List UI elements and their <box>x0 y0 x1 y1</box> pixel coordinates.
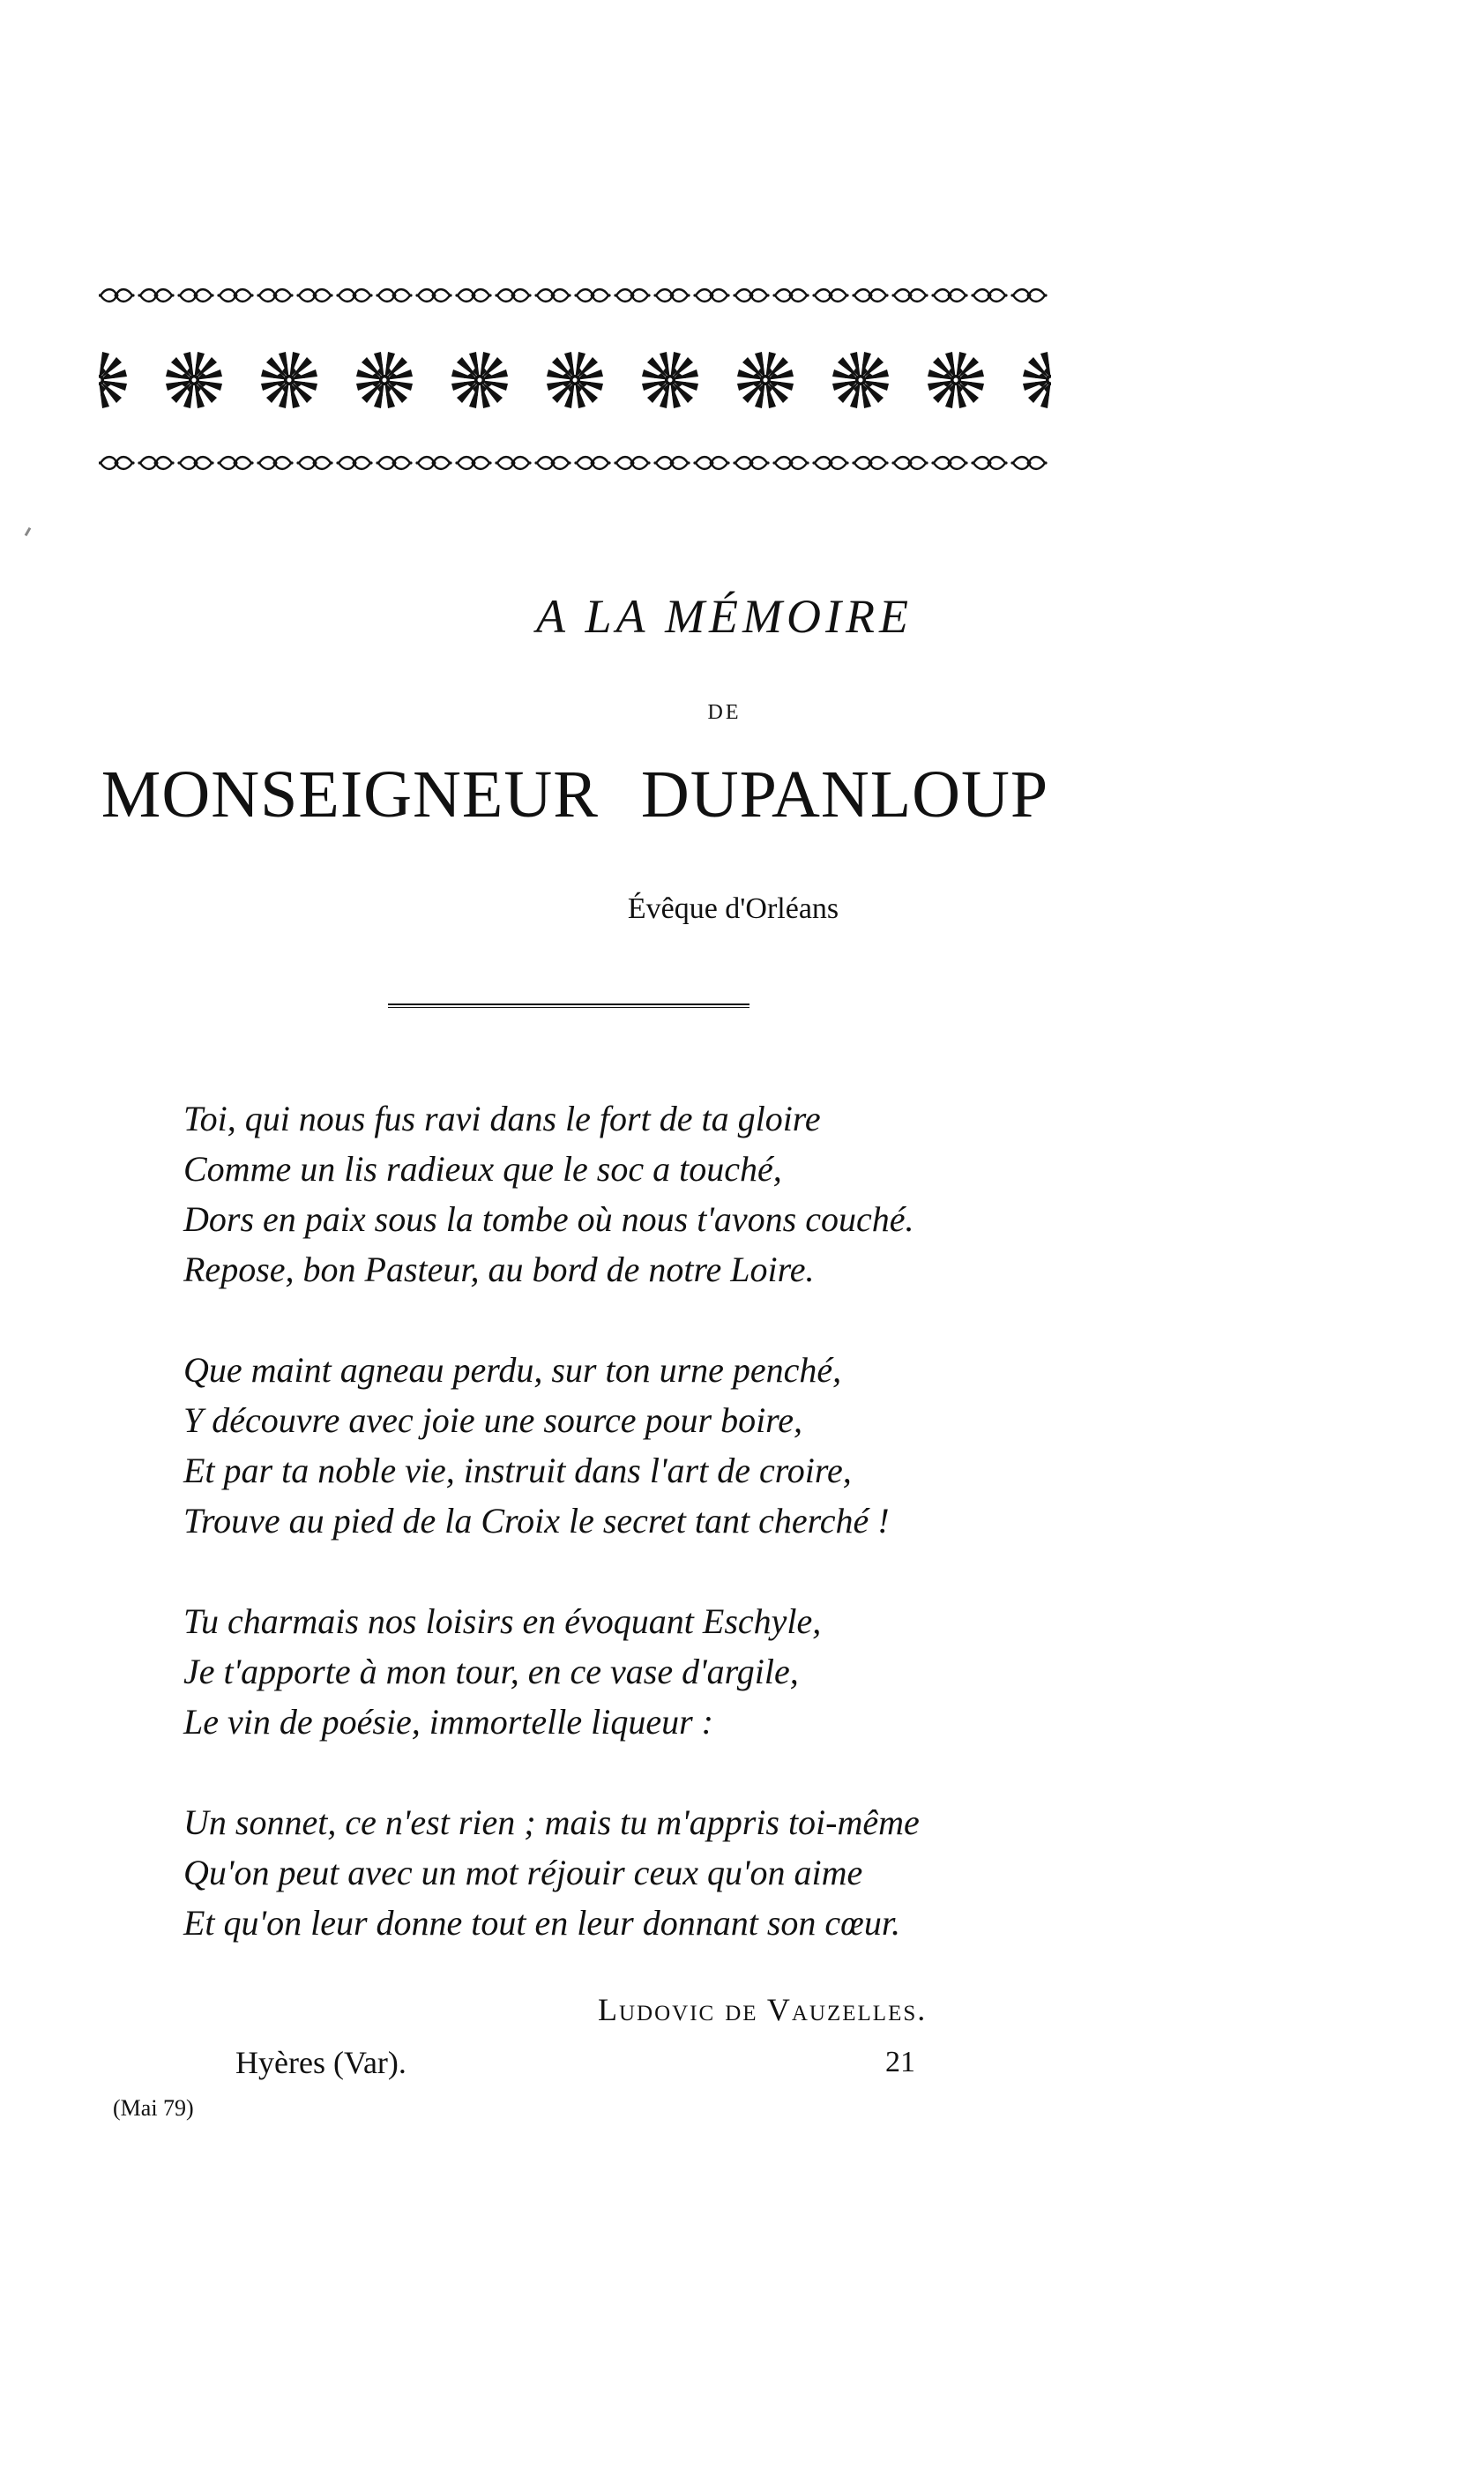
verse-line: Et qu'on leur donne tout en leur donnant son cœur. <box>183 1903 900 1943</box>
stanza-2 <box>183 1345 1065 1546</box>
stanza-1 <box>183 1093 1065 1294</box>
verse-line: Trouve au pied de la Croix le secret tant cherché ! <box>183 1501 890 1541</box>
scan-speck <box>25 527 32 536</box>
verse-line: Dors en paix sous la tombe où nous t'avons couché. <box>183 1199 914 1239</box>
dedication-de: DE <box>707 701 742 724</box>
author-signature: Ludovic de Vauzelles. <box>598 1992 928 2027</box>
divider-rule <box>388 1003 749 1008</box>
verse-line: Un sonnet, ce n'est rien ; mais tu m'appris toi-même <box>183 1802 920 1842</box>
ornament-band <box>99 284 1051 476</box>
stanza-3 <box>183 1596 1065 1747</box>
verse-line: Le vin de poésie, immortelle liqueur : <box>183 1702 713 1742</box>
verse-line: Qu'on peut avec un mot réjouir ceux qu'on aime <box>183 1853 863 1892</box>
sonnet <box>183 1093 1065 1998</box>
page-number: 21 <box>885 2046 915 2078</box>
verse-line: Toi, qui nous fus ravi dans le fort de ta gloire <box>183 1099 821 1138</box>
dedicatee-name: MONSEIGNEUR DUPANLOUP <box>101 757 1049 832</box>
verse-line: Tu charmais nos loisirs en évoquant Eschyle, <box>183 1601 822 1641</box>
verse-line: Y découvre avec joie une source pour boire, <box>183 1400 803 1440</box>
verse-line: Je t'apporte à mon tour, en ce vase d'argile, <box>183 1652 799 1691</box>
verse-line: Que maint agneau perdu, sur ton urne penché, <box>183 1350 842 1390</box>
dedication-heading: A LA MÉMOIRE <box>536 590 913 643</box>
place-line: Hyères (Var). <box>235 2045 406 2080</box>
verse-line: Repose, bon Pasteur, au bord de notre Loire. <box>183 1250 815 1289</box>
date-note: (Mai 79) <box>113 2095 194 2121</box>
verse-line: Et par ta noble vie, instruit dans l'art de croire, <box>183 1451 852 1490</box>
verse-line: Comme un lis radieux que le soc a touché, <box>183 1149 782 1189</box>
stanza-4 <box>183 1797 1065 1948</box>
dedicatee-title: Évêque d'Orléans <box>627 892 839 925</box>
